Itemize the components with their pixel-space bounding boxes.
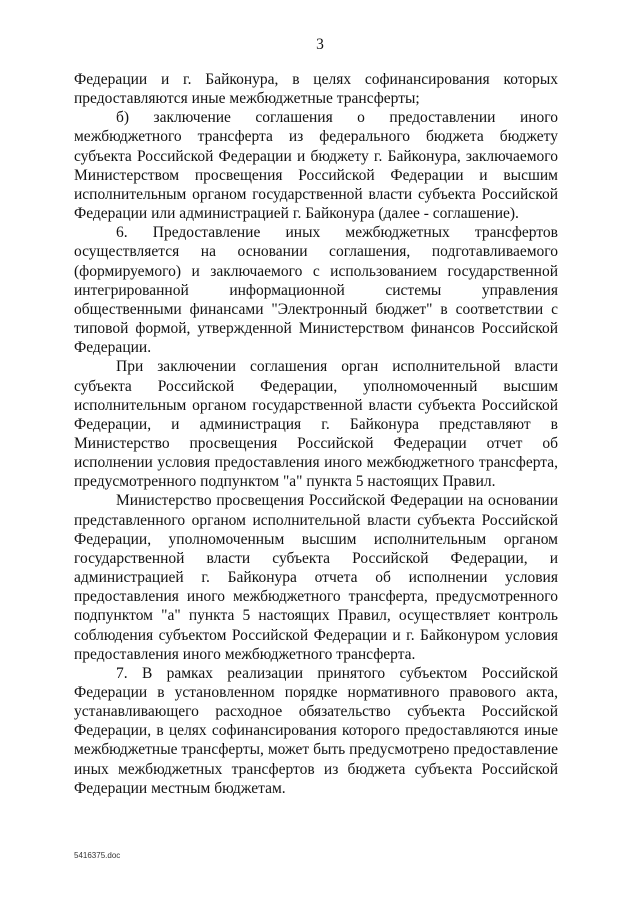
page-number: 3: [316, 36, 324, 53]
paragraph-item-7: 7. В рамках реализации принятого субъектом Российской Федерации в установленном порядке нормативного правового акта, устанавливающего расходное обязательство субъекта Российской Федерации, в целях софинансирования которого предоставляются иные межбюджетные трансферты, может быть предусмотрено предоставление иных межбюджетных трансфертов из бюджета субъекта Российской Федерации местным бюджетам.: [74, 664, 558, 797]
paragraph-continuation: Федерации и г. Байконура, в целях софинансирования которых предоставляются иные межбюджетные трансферты;: [74, 71, 558, 108]
paragraph-item-6: 6. Предоставление иных межбюджетных трансфертов осуществляется на основании соглашения, подготавливаемого (формируемого) и заключаемого с использованием государственной интегрированной информационной системы управления общественными финансами "Электронный бюджет" в соответствии с типовой формой, утвержденной Министерством финансов Российской Федерации.: [74, 224, 558, 357]
paragraph-item-b: б) заключение соглашения о предоставлении иного межбюджетного трансферта из федерального бюджета бюджету субъекта Российской Федерации и бюджету г. Байконура, заключаемого Министерством просвещения Российской Федерации и высшим исполнительным органом государственной власти субъекта Российской Федерации или администрацией г. Байконура (далее - соглашение).: [74, 109, 558, 223]
paragraph-report-submission: При заключении соглашения орган исполнительной власти субъекта Российской Федерации, уполномоченный высшим исполнительным органом государственной власти субъекта Российской Федерации, и администрация г. Байконура представляют в Министерство просвещения Российской Федерации отчет об исполнении условия предоставления иного межбюджетного трансферта, предусмотренного подпунктом "а" пункта 5 настоящих Правил.: [74, 358, 558, 491]
footer-file-name: 5416375.doc: [74, 851, 121, 860]
document-body: [74, 70, 558, 798]
paragraph-ministry-control: Министерство просвещения Российской Федерации на основании представленного органом исполнительной власти субъекта Российской Федерации, уполномоченным высшим исполнительным органом государственной власти субъекта Российской Федерации, и администрацией г. Байконура отчета об исполнении условия предоставления иного межбюджетного трансферта, предусмотренного подпунктом "а" пункта 5 настоящих Правил, осуществляет контроль соблюдения субъектом Российской Федерации и г. Байконуром условия предоставления иного межбюджетного трансферта.: [74, 492, 558, 663]
